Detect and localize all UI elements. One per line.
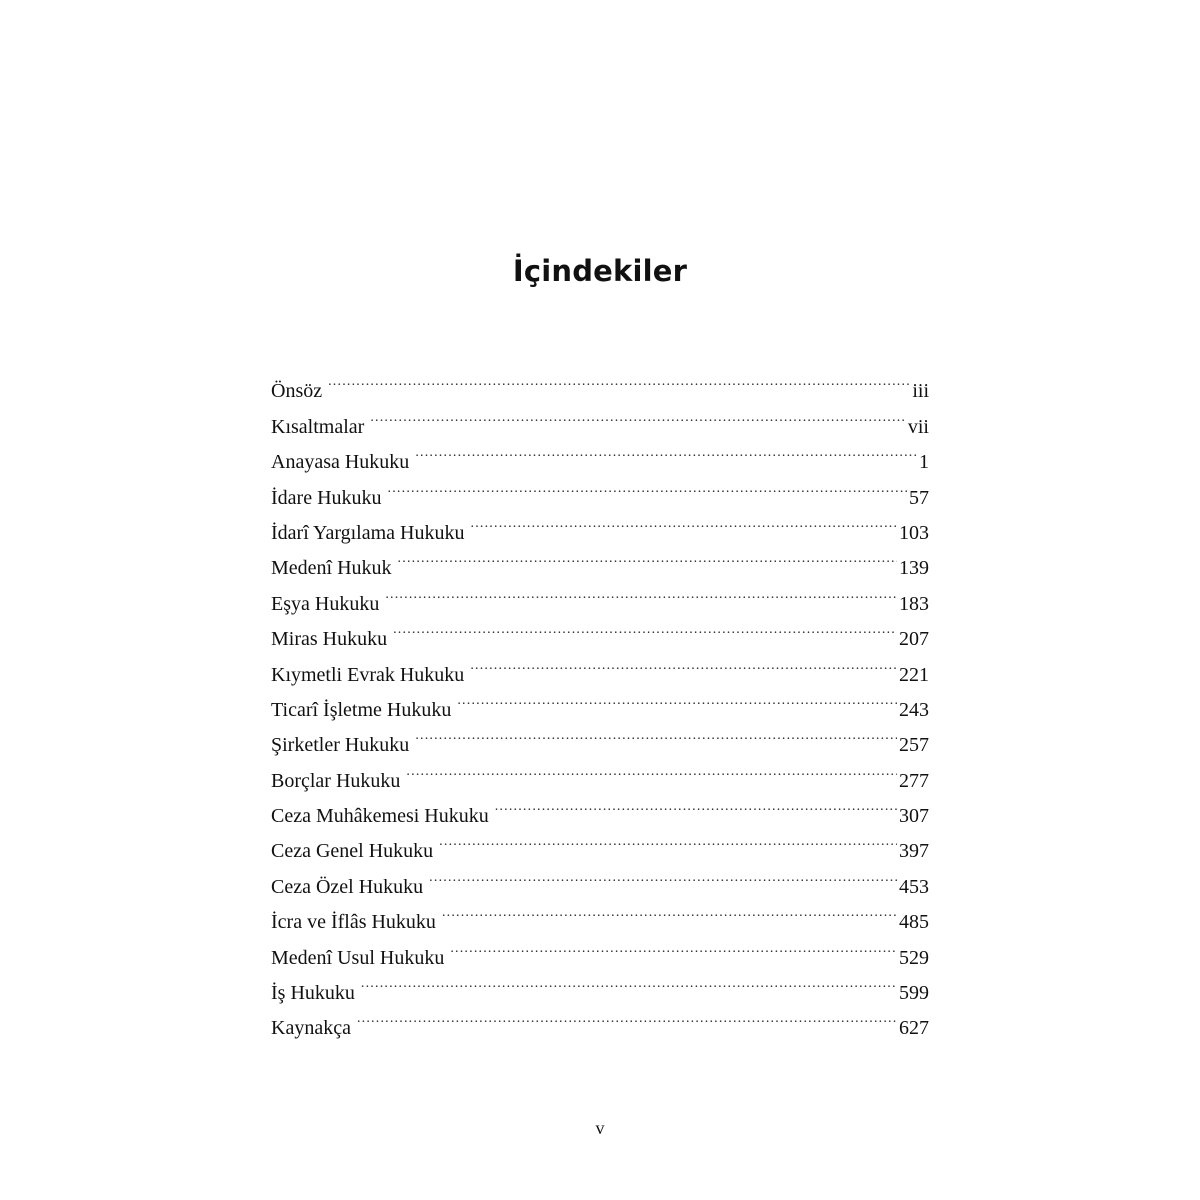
toc-entry-page: 243 [899,698,929,721]
toc-entry-title: Ceza Genel Hukuku [271,834,439,869]
dot-leader [398,539,897,574]
toc-entry-page: 485 [899,911,929,934]
toc-entry-page: vii [907,415,929,438]
page-number: v [595,1118,605,1138]
toc-entry-title: İdare Hukuku [271,481,388,516]
dot-leader [388,468,907,503]
dot-leader [439,822,897,857]
toc-entry-title: Borçlar Hukuku [271,764,406,799]
toc-entry-page: 221 [899,663,929,686]
dot-leader [361,964,897,999]
toc-entry-page: 307 [899,805,929,828]
toc-entry-page: 207 [899,628,929,651]
toc-entry [271,362,929,403]
dot-leader [415,716,897,751]
toc-entry-page: 277 [899,769,929,792]
toc-entry-title: Şirketler Hukuku [271,728,415,763]
toc-entry-title: Kıymetli Evrak Hukuku [271,658,470,693]
toc-entry [271,999,929,1040]
dot-leader [495,787,897,822]
page-title: İçindekiler [512,254,688,289]
toc-entry [271,397,929,438]
dot-leader [370,397,906,432]
toc-entry-title: İdarî Yargılama Hukuku [271,516,471,551]
dot-leader [470,645,897,680]
toc-entry-title: Kaynakça [271,1011,357,1046]
toc-entry-page: 627 [899,1017,929,1040]
toc-entry-page: 1 [919,451,929,474]
toc-entry-page: 139 [899,557,929,580]
toc-entry-title: Anayasa Hukuku [271,445,415,480]
toc-entry-title: Ceza Özel Hukuku [271,870,429,905]
toc-entry-title: Miras Hukuku [271,622,393,657]
toc-entry-page: iii [912,380,929,403]
dot-leader [471,504,898,539]
dot-leader [429,857,897,892]
toc-entry-page: 453 [899,875,929,898]
toc-entry-page: 397 [899,840,929,863]
toc-entry-title: Ticarî İşletme Hukuku [271,693,457,728]
table-of-contents [271,362,929,1040]
dot-leader [357,999,897,1034]
toc-entry-page: 183 [899,592,929,615]
toc-entry-title: İcra ve İflâs Hukuku [271,905,442,940]
toc-entry-title: Önsöz [271,374,328,409]
toc-entry [271,964,929,1005]
toc-entry-page: 57 [909,486,929,509]
dot-leader [457,681,897,716]
dot-leader [393,610,897,645]
toc-entry-page: 257 [899,734,929,757]
dot-leader [406,751,897,786]
toc-entry-title: Kısaltmalar [271,410,370,445]
toc-entry-page: 529 [899,946,929,969]
toc-entry-page: 599 [899,982,929,1005]
dot-leader [442,893,897,928]
toc-entry-page: 103 [899,521,929,544]
toc-entry-title: Ceza Muhâkemesi Hukuku [271,799,495,834]
dot-leader [450,928,897,963]
toc-entry-title: İş Hukuku [271,976,361,1011]
toc-entry-title: Medenî Usul Hukuku [271,941,450,976]
dot-leader [415,433,917,468]
dot-leader [385,574,897,609]
toc-entry-title: Medenî Hukuk [271,551,398,586]
toc-entry-title: Eşya Hukuku [271,587,385,622]
dot-leader [328,362,910,397]
